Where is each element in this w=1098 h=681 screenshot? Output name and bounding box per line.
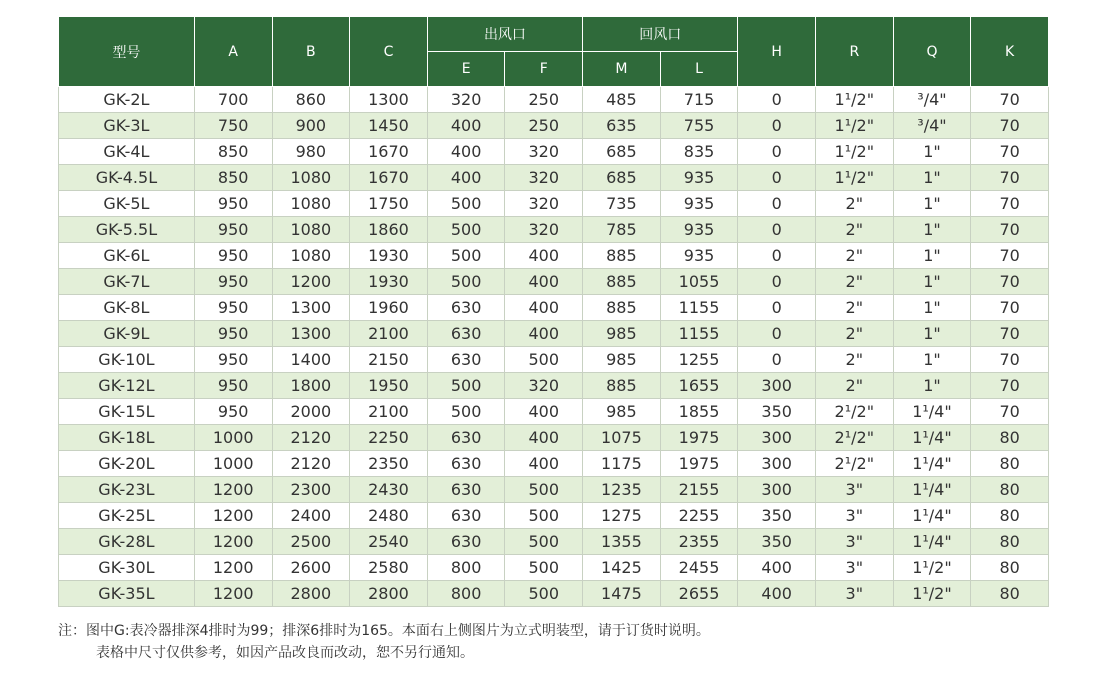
cell-m: 485	[583, 87, 661, 113]
cell-f: 400	[505, 399, 583, 425]
cell-r: 3"	[816, 503, 894, 529]
cell-l: 2155	[660, 477, 738, 503]
cell-model: GK-10L	[59, 347, 195, 373]
cell-m: 1275	[583, 503, 661, 529]
cell-a: 950	[194, 347, 272, 373]
cell-b: 1080	[272, 243, 350, 269]
cell-r: 2"	[816, 269, 894, 295]
cell-e: 500	[427, 269, 505, 295]
cell-k: 80	[971, 451, 1049, 477]
cell-f: 250	[505, 87, 583, 113]
cell-b: 1080	[272, 191, 350, 217]
cell-h: 0	[738, 87, 816, 113]
cell-l: 715	[660, 87, 738, 113]
header-b: B	[272, 17, 350, 87]
cell-model: GK-15L	[59, 399, 195, 425]
cell-k: 70	[971, 321, 1049, 347]
cell-h: 0	[738, 269, 816, 295]
cell-k: 70	[971, 191, 1049, 217]
cell-q: 1"	[893, 217, 971, 243]
cell-f: 500	[505, 529, 583, 555]
cell-m: 735	[583, 191, 661, 217]
cell-b: 1300	[272, 321, 350, 347]
cell-f: 400	[505, 321, 583, 347]
cell-model: GK-9L	[59, 321, 195, 347]
cell-e: 630	[427, 425, 505, 451]
table-row	[59, 87, 1049, 113]
cell-l: 835	[660, 139, 738, 165]
spec-table	[58, 16, 1049, 607]
cell-l: 1155	[660, 295, 738, 321]
cell-q: 1¹/4"	[893, 503, 971, 529]
header-r: R	[816, 17, 894, 87]
cell-m: 685	[583, 139, 661, 165]
header-k: K	[971, 17, 1049, 87]
cell-e: 400	[427, 139, 505, 165]
cell-f: 500	[505, 347, 583, 373]
cell-l: 755	[660, 113, 738, 139]
cell-e: 500	[427, 243, 505, 269]
cell-f: 320	[505, 217, 583, 243]
cell-m: 885	[583, 373, 661, 399]
cell-c: 1860	[350, 217, 428, 243]
cell-a: 750	[194, 113, 272, 139]
cell-m: 885	[583, 243, 661, 269]
cell-r: 2"	[816, 191, 894, 217]
cell-q: 1¹/2"	[893, 555, 971, 581]
cell-h: 400	[738, 555, 816, 581]
cell-model: GK-18L	[59, 425, 195, 451]
cell-f: 500	[505, 581, 583, 607]
cell-c: 1960	[350, 295, 428, 321]
cell-l: 1975	[660, 451, 738, 477]
cell-r: 1¹/2"	[816, 165, 894, 191]
cell-q: 1"	[893, 347, 971, 373]
cell-model: GK-3L	[59, 113, 195, 139]
cell-q: 1¹/4"	[893, 451, 971, 477]
cell-f: 400	[505, 425, 583, 451]
cell-h: 350	[738, 503, 816, 529]
table-row	[59, 451, 1049, 477]
cell-f: 500	[505, 555, 583, 581]
cell-model: GK-28L	[59, 529, 195, 555]
cell-model: GK-6L	[59, 243, 195, 269]
cell-e: 630	[427, 503, 505, 529]
cell-a: 850	[194, 139, 272, 165]
cell-l: 1975	[660, 425, 738, 451]
cell-m: 785	[583, 217, 661, 243]
table-row	[59, 269, 1049, 295]
cell-m: 885	[583, 295, 661, 321]
cell-c: 1450	[350, 113, 428, 139]
cell-a: 1200	[194, 477, 272, 503]
header-model: 型号	[59, 17, 195, 87]
cell-k: 80	[971, 555, 1049, 581]
cell-h: 0	[738, 165, 816, 191]
cell-m: 1175	[583, 451, 661, 477]
cell-k: 70	[971, 217, 1049, 243]
cell-h: 300	[738, 373, 816, 399]
table-body	[59, 87, 1049, 607]
cell-model: GK-25L	[59, 503, 195, 529]
cell-model: GK-30L	[59, 555, 195, 581]
cell-model: GK-12L	[59, 373, 195, 399]
cell-c: 1950	[350, 373, 428, 399]
cell-l: 1255	[660, 347, 738, 373]
cell-model: GK-4.5L	[59, 165, 195, 191]
cell-b: 2000	[272, 399, 350, 425]
cell-k: 70	[971, 295, 1049, 321]
cell-l: 1655	[660, 373, 738, 399]
header-e: E	[427, 52, 505, 87]
table-row	[59, 243, 1049, 269]
table-row	[59, 113, 1049, 139]
cell-b: 1300	[272, 295, 350, 321]
note-line-2: 表格中尺寸仅供参考，如因产品改良而改动，恕不另行通知。	[96, 645, 474, 661]
cell-r: 2"	[816, 295, 894, 321]
cell-c: 2480	[350, 503, 428, 529]
cell-b: 2600	[272, 555, 350, 581]
cell-r: 3"	[816, 581, 894, 607]
cell-k: 70	[971, 269, 1049, 295]
table-row	[59, 139, 1049, 165]
cell-c: 1930	[350, 243, 428, 269]
cell-l: 2455	[660, 555, 738, 581]
table-row	[59, 555, 1049, 581]
cell-q: 1"	[893, 139, 971, 165]
header-c: C	[350, 17, 428, 87]
cell-e: 400	[427, 113, 505, 139]
cell-l: 935	[660, 165, 738, 191]
cell-a: 1000	[194, 451, 272, 477]
cell-b: 2120	[272, 425, 350, 451]
cell-b: 1400	[272, 347, 350, 373]
cell-a: 950	[194, 399, 272, 425]
cell-b: 1800	[272, 373, 350, 399]
cell-c: 2250	[350, 425, 428, 451]
cell-h: 300	[738, 477, 816, 503]
cell-k: 70	[971, 87, 1049, 113]
cell-a: 1000	[194, 425, 272, 451]
cell-e: 500	[427, 191, 505, 217]
cell-f: 320	[505, 373, 583, 399]
cell-c: 1670	[350, 139, 428, 165]
table-row	[59, 347, 1049, 373]
cell-a: 950	[194, 269, 272, 295]
cell-b: 2400	[272, 503, 350, 529]
cell-c: 1670	[350, 165, 428, 191]
cell-c: 2580	[350, 555, 428, 581]
cell-c: 1750	[350, 191, 428, 217]
cell-m: 1235	[583, 477, 661, 503]
cell-k: 70	[971, 113, 1049, 139]
cell-model: GK-4L	[59, 139, 195, 165]
cell-k: 80	[971, 529, 1049, 555]
cell-a: 1200	[194, 581, 272, 607]
cell-r: 2¹/2"	[816, 451, 894, 477]
cell-e: 500	[427, 373, 505, 399]
cell-c: 2430	[350, 477, 428, 503]
cell-a: 950	[194, 191, 272, 217]
cell-m: 1475	[583, 581, 661, 607]
cell-e: 800	[427, 555, 505, 581]
cell-h: 400	[738, 581, 816, 607]
table-row	[59, 477, 1049, 503]
cell-q: 1¹/2"	[893, 581, 971, 607]
cell-f: 400	[505, 269, 583, 295]
cell-a: 1200	[194, 503, 272, 529]
table-row	[59, 321, 1049, 347]
cell-l: 1155	[660, 321, 738, 347]
table-row	[59, 503, 1049, 529]
cell-h: 0	[738, 321, 816, 347]
cell-h: 0	[738, 243, 816, 269]
cell-c: 2350	[350, 451, 428, 477]
cell-c: 1930	[350, 269, 428, 295]
cell-b: 1080	[272, 165, 350, 191]
cell-f: 320	[505, 191, 583, 217]
cell-m: 685	[583, 165, 661, 191]
cell-model: GK-5L	[59, 191, 195, 217]
cell-m: 985	[583, 399, 661, 425]
cell-q: 1"	[893, 191, 971, 217]
note-line-1: 注：图中G:表冷器排深4排时为99；排深6排时为165。本面右上侧图片为立式明装型，请于订货时说明。	[58, 623, 710, 639]
cell-q: 1¹/4"	[893, 399, 971, 425]
cell-model: GK-7L	[59, 269, 195, 295]
cell-f: 400	[505, 451, 583, 477]
cell-a: 950	[194, 321, 272, 347]
cell-m: 1075	[583, 425, 661, 451]
cell-q: 1"	[893, 295, 971, 321]
cell-c: 2100	[350, 399, 428, 425]
cell-a: 850	[194, 165, 272, 191]
cell-a: 1200	[194, 555, 272, 581]
table-row	[59, 165, 1049, 191]
cell-k: 70	[971, 165, 1049, 191]
cell-k: 70	[971, 243, 1049, 269]
cell-r: 3"	[816, 529, 894, 555]
table-row	[59, 295, 1049, 321]
cell-h: 0	[738, 347, 816, 373]
table-row	[59, 529, 1049, 555]
cell-h: 0	[738, 113, 816, 139]
cell-k: 80	[971, 503, 1049, 529]
cell-f: 500	[505, 503, 583, 529]
cell-k: 70	[971, 347, 1049, 373]
cell-model: GK-35L	[59, 581, 195, 607]
cell-h: 300	[738, 451, 816, 477]
cell-l: 935	[660, 243, 738, 269]
cell-m: 985	[583, 321, 661, 347]
cell-l: 2655	[660, 581, 738, 607]
table-row	[59, 191, 1049, 217]
cell-f: 400	[505, 243, 583, 269]
cell-b: 2500	[272, 529, 350, 555]
cell-q: 1"	[893, 373, 971, 399]
table-row	[59, 399, 1049, 425]
table-row	[59, 581, 1049, 607]
cell-h: 0	[738, 139, 816, 165]
cell-q: 1"	[893, 243, 971, 269]
cell-b: 1200	[272, 269, 350, 295]
cell-m: 635	[583, 113, 661, 139]
cell-h: 300	[738, 425, 816, 451]
cell-e: 630	[427, 321, 505, 347]
cell-h: 0	[738, 191, 816, 217]
cell-q: 1¹/4"	[893, 529, 971, 555]
cell-c: 2800	[350, 581, 428, 607]
cell-q: 1"	[893, 165, 971, 191]
cell-m: 1355	[583, 529, 661, 555]
cell-h: 0	[738, 295, 816, 321]
cell-e: 630	[427, 477, 505, 503]
cell-e: 630	[427, 347, 505, 373]
cell-a: 950	[194, 243, 272, 269]
cell-r: 2"	[816, 373, 894, 399]
cell-l: 935	[660, 191, 738, 217]
cell-r: 2"	[816, 321, 894, 347]
cell-c: 1300	[350, 87, 428, 113]
cell-r: 1¹/2"	[816, 139, 894, 165]
cell-e: 320	[427, 87, 505, 113]
cell-a: 950	[194, 373, 272, 399]
cell-l: 935	[660, 217, 738, 243]
table-row	[59, 217, 1049, 243]
cell-e: 800	[427, 581, 505, 607]
cell-m: 885	[583, 269, 661, 295]
cell-k: 70	[971, 139, 1049, 165]
header-h: H	[738, 17, 816, 87]
cell-a: 950	[194, 217, 272, 243]
cell-r: 2"	[816, 243, 894, 269]
cell-c: 2100	[350, 321, 428, 347]
cell-q: ³/4"	[893, 113, 971, 139]
cell-q: 1¹/4"	[893, 425, 971, 451]
cell-r: 3"	[816, 555, 894, 581]
cell-m: 985	[583, 347, 661, 373]
cell-r: 1¹/2"	[816, 87, 894, 113]
cell-l: 1855	[660, 399, 738, 425]
cell-r: 2¹/2"	[816, 399, 894, 425]
cell-h: 0	[738, 217, 816, 243]
table-row	[59, 373, 1049, 399]
cell-a: 1200	[194, 529, 272, 555]
cell-e: 500	[427, 217, 505, 243]
cell-r: 2"	[816, 217, 894, 243]
cell-r: 2"	[816, 347, 894, 373]
cell-f: 320	[505, 165, 583, 191]
cell-e: 630	[427, 295, 505, 321]
cell-k: 80	[971, 477, 1049, 503]
header-return: 回风口	[583, 17, 738, 52]
table-header	[59, 17, 1049, 87]
cell-b: 1080	[272, 217, 350, 243]
cell-l: 2355	[660, 529, 738, 555]
header-q: Q	[893, 17, 971, 87]
header-l: L	[660, 52, 738, 87]
header-a: A	[194, 17, 272, 87]
cell-l: 1055	[660, 269, 738, 295]
cell-q: 1"	[893, 269, 971, 295]
cell-b: 2300	[272, 477, 350, 503]
header-outlet: 出风口	[427, 17, 582, 52]
cell-b: 900	[272, 113, 350, 139]
header-m: M	[583, 52, 661, 87]
cell-r: 1¹/2"	[816, 113, 894, 139]
cell-r: 3"	[816, 477, 894, 503]
cell-k: 80	[971, 581, 1049, 607]
cell-e: 400	[427, 165, 505, 191]
cell-h: 350	[738, 529, 816, 555]
cell-c: 2540	[350, 529, 428, 555]
cell-model: GK-2L	[59, 87, 195, 113]
cell-b: 980	[272, 139, 350, 165]
cell-l: 2255	[660, 503, 738, 529]
cell-model: GK-8L	[59, 295, 195, 321]
cell-e: 500	[427, 399, 505, 425]
cell-a: 950	[194, 295, 272, 321]
cell-k: 80	[971, 425, 1049, 451]
cell-q: 1¹/4"	[893, 477, 971, 503]
cell-f: 400	[505, 295, 583, 321]
cell-model: GK-20L	[59, 451, 195, 477]
cell-k: 70	[971, 399, 1049, 425]
cell-q: 1"	[893, 321, 971, 347]
cell-e: 630	[427, 529, 505, 555]
cell-h: 350	[738, 399, 816, 425]
header-f: F	[505, 52, 583, 87]
cell-f: 500	[505, 477, 583, 503]
cell-r: 2¹/2"	[816, 425, 894, 451]
cell-m: 1425	[583, 555, 661, 581]
cell-a: 700	[194, 87, 272, 113]
cell-c: 2150	[350, 347, 428, 373]
table-row	[59, 425, 1049, 451]
cell-b: 2120	[272, 451, 350, 477]
cell-e: 630	[427, 451, 505, 477]
cell-b: 2800	[272, 581, 350, 607]
cell-q: ³/4"	[893, 87, 971, 113]
cell-f: 250	[505, 113, 583, 139]
cell-model: GK-5.5L	[59, 217, 195, 243]
cell-k: 70	[971, 373, 1049, 399]
cell-model: GK-23L	[59, 477, 195, 503]
cell-b: 860	[272, 87, 350, 113]
cell-f: 320	[505, 139, 583, 165]
